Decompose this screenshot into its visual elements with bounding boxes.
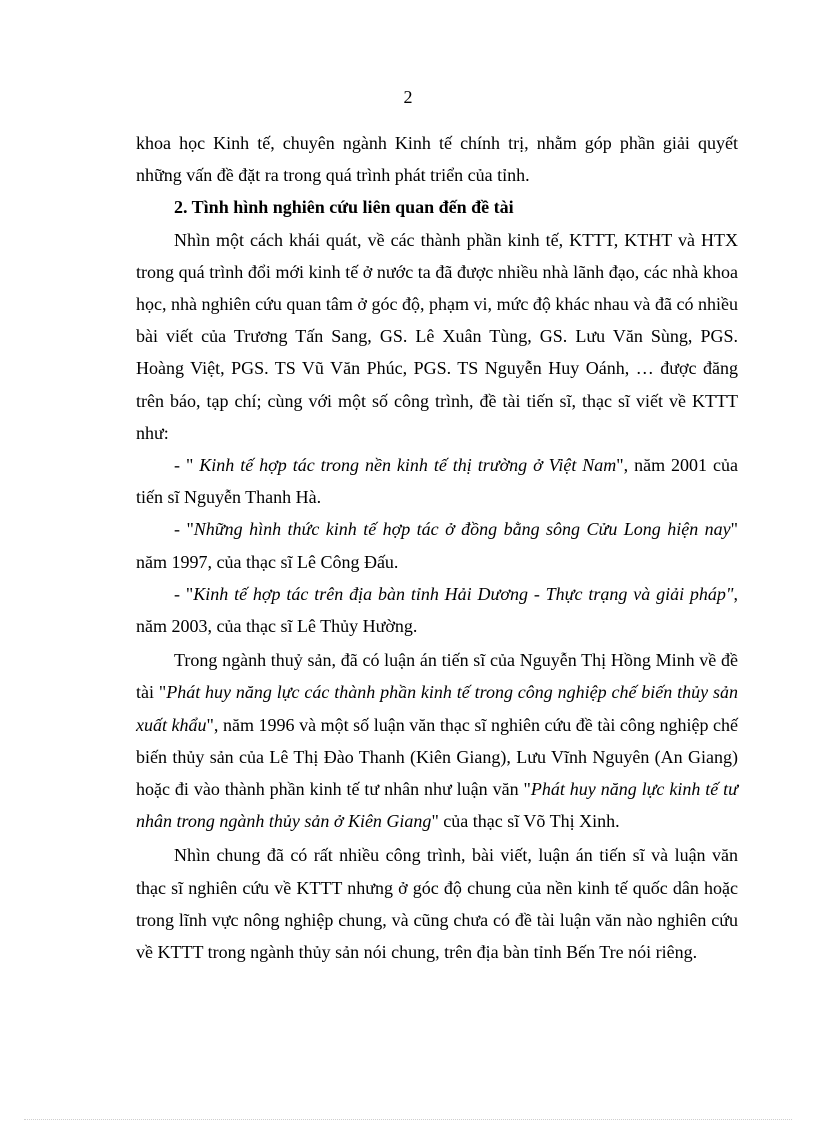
list-item-2-title: Những hình thức kinh tế hợp tác ở đồng bằng sông Cửu Long hiện nay	[193, 519, 731, 540]
page-number: 2	[403, 87, 413, 107]
paragraph-conclusion: Nhìn chung đã có rất nhiều công trình, bài viết, luận án tiến sĩ và luận văn thạc sĩ nghiên cứu về KTTT nhưng ở góc độ chung của nền kinh tế quốc dân hoặc trong lĩnh vực nông nghiệp chung, và cũng chưa có đề tài luận văn nào nghiên cứu về KTTT trong ngành thủy sản nói chung, trên địa bàn tỉnh Bến Tre nói riêng.	[136, 845, 738, 963]
paragraph-fisheries	[136, 644, 738, 837]
paragraph-intro: khoa học Kinh tế, chuyên ngành Kinh tế chính trị, nhằm góp phần giải quyết những vấn đề đặt ra trong quá trình phát triển của tỉnh.	[136, 133, 738, 186]
list-item-1-suffix: ", năm 2001 của tiến sĩ Nguyễn Thanh Hà.	[136, 455, 738, 508]
list-item-3-title: Kinh tế hợp tác trên địa bàn tỉnh Hải Dương - Thực trạng và giải pháp"	[193, 583, 734, 604]
document-body	[136, 127, 738, 968]
fisheries-text-e: " của thạc sĩ Võ Thị Xinh.	[431, 811, 620, 832]
list-item-1-title: Kinh tế hợp tác trong nền kinh tế thị trường ở Việt Nam	[193, 455, 617, 476]
fisheries-thesis-title: Phát huy năng lực các thành phần kinh tế trong công nghiệp chế biến thủy sản xuất khẩu	[136, 682, 738, 735]
fisheries-text-c: ", năm 1996 và một số luận văn thạc sĩ nghiên cứu đề tài công nghiệp chế biến thủy sản của Lê Thị Đào Thanh (Kiên Giang), Lưu Vĩnh Nguyên (An Giang) hoặc đi vào thành phần kinh tế tư nhân như luận văn "	[136, 714, 738, 800]
paragraph-overview: Nhìn một cách khái quát, về các thành phần kinh tế, KTTT, KTHT và HTX trong quá trình đổi mới kinh tế ở nước ta đã được nhiều nhà lãnh đạo, các nhà khoa học, nhà nghiên cứu quan tâm ở góc độ, phạm vi, mức độ khác nhau và đã có nhiều bài viết của Trương Tấn Sang, GS. Lê Xuân Tùng, GS. Lưu Văn Sùng, PGS. Hoàng Việt, PGS. TS Vũ Văn Phúc, PGS. TS Nguyễn Huy Oánh, … được đăng trên báo, tạp chí; cùng với một số công trình, đề tài tiến sĩ, thạc sĩ viết về KTTT như:	[136, 229, 738, 443]
list-item-2-suffix: " năm 1997, của thạc sĩ Lê Công Đấu.	[136, 519, 739, 572]
list-item-2-prefix: - "	[174, 519, 194, 540]
list-item-1-prefix: - "	[174, 455, 194, 476]
list-item-2	[136, 513, 738, 577]
section-heading: 2. Tình hình nghiên cứu liên quan đến đề tài	[174, 197, 514, 218]
list-item-3-prefix: - "	[174, 583, 194, 604]
list-item-3	[136, 578, 738, 642]
page-bottom-divider	[24, 1119, 792, 1120]
list-item-3-suffix: , năm 2003, của thạc sĩ Lê Thủy Hường.	[136, 583, 738, 637]
fisheries-master-title: Phát huy năng lực kinh tế tư nhân trong ngành thủy sản ở Kiên Giang	[136, 779, 738, 832]
list-item-1	[136, 449, 738, 513]
fisheries-text-a: Trong ngành thuỷ sản, đã có luận án tiến sĩ của Nguyễn Thị Hồng Minh về đề tài "	[136, 650, 738, 703]
